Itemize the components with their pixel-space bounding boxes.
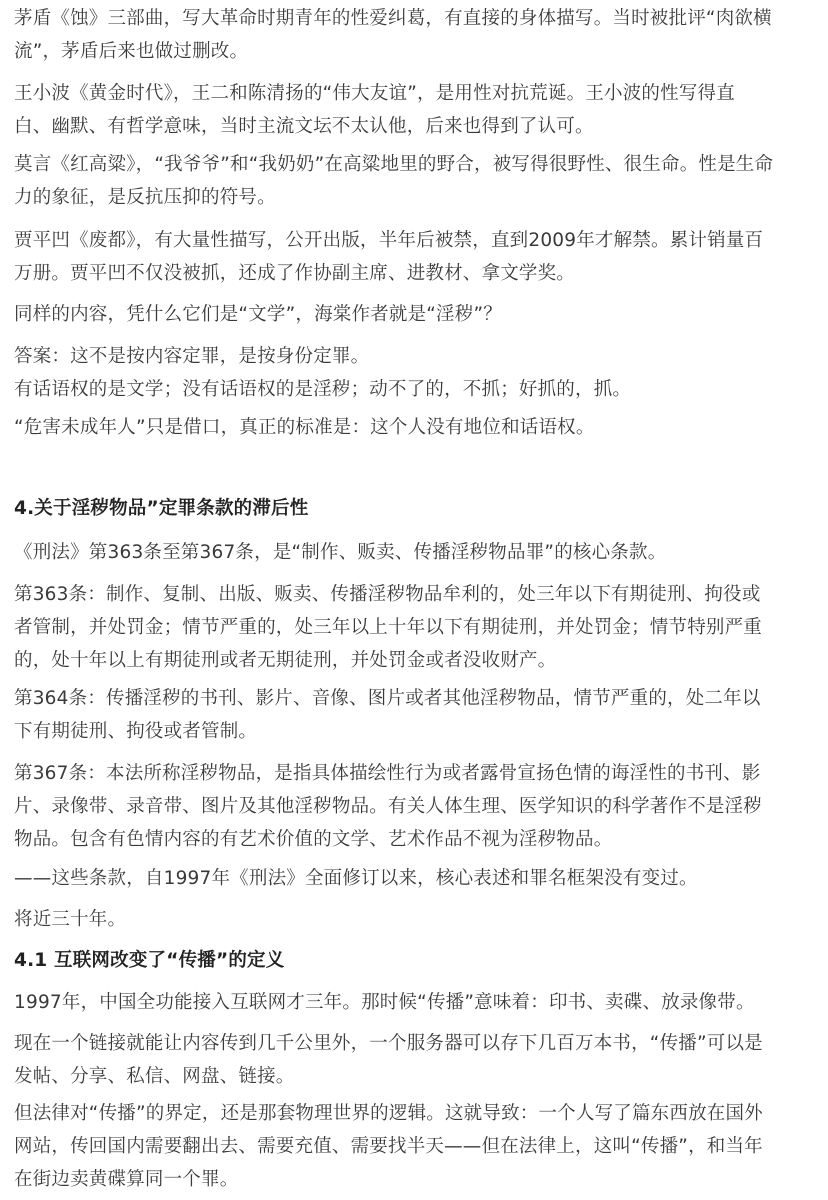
paragraph-answer: 答案：这不是按内容定罪，是按身份定罪。 有话语权的是文学；没有话语权的是淫秽；动不了的，不抓；好抓的，抓。 xyxy=(14,346,632,400)
paragraph-article-367: 第367条：本法所称淫秽物品，是指具体描绘性行为或者露骨宣扬色情的诲淫性的书刊、影 片、录像带、录音带、图片及其他淫秽物品。有关人体生理、医学知识的科学著作不是淫秽 物品。包含有色情内容的有艺术价值的文学、艺术作品不视为淫秽物品。 xyxy=(14,763,763,850)
paragraph-jiapingwa: 贾平凹《废都》，有大量性描写，公开出版，半年后被禁，直到2009年才解禁。累计销量百 万册。贾平凹不仅没被抓，还成了作协副主席、进教材、拿文学奖。 xyxy=(14,230,764,284)
paragraph-wangxiaobo: 王小波《黄金时代》，王二和陈清扬的“伟大友谊”，是用性对抗荒诞。王小波的性写得直 白、幽默、有哲学意味，当时主流文坛不太认他，后来也得到了认可。 xyxy=(14,83,735,137)
section-heading-4-1: 4.1 互联网改变了“传播”的定义 xyxy=(14,950,285,971)
paragraph-unchanged: ——这些条款，自1997年《刑法》全面修订以来，核心表述和罪名框架没有变过。 xyxy=(14,868,698,889)
paragraph-article-364: 第364条：传播淫秽的书刊、影片、音像、图片或者其他淫秽物品，情节严重的，处二年以 下有期徒刑、拘役或者管制。 xyxy=(14,688,761,742)
paragraph-link: 现在一个链接就能让内容传到几千公里外，一个服务器可以存下几百万本书，“传播”可以是 发帖、分享、私信、网盘、链接。 xyxy=(14,1033,763,1087)
paragraph-article-363: 第363条：制作、复制、出版、贩卖、传播淫秽物品牟利的，处三年以下有期徒刑、拘役或 者管制，并处罚金；情节严重的，处三年以上十年以下有期徒刑，并处罚金；情节特别严重 的，处十年以上有期徒刑或者无期徒刑，并处罚金或者没收财产。 xyxy=(14,584,763,671)
paragraph-maodun: 茅盾《蚀》三部曲，写大革命时期青年的性爱纠葛，有直接的身体描写。当时被批评“肉欲横 流”，茅盾后来也做过删改。 xyxy=(14,8,772,62)
paragraph-physical-logic: 但法律对“传播”的界定，还是那套物理世界的逻辑。这就导致：一个人写了篇东西放在国外 网站，传回国内需要翻出去、需要充值、需要找半天——但在法律上，这叫“传播”，和当年 在街边卖黄碟算同一个罪。 xyxy=(14,1103,763,1190)
paragraph-question: 同样的内容，凭什么它们是“文学”，海棠作者就是“淫秽”？ xyxy=(14,304,502,325)
paragraph-1997: 1997年，中国全功能接入互联网才三年。那时候“传播”意味着：印书、卖碟、放录像带。 xyxy=(14,992,755,1013)
paragraph-excuse: “危害未成年人”只是借口，真正的标准是：这个人没有地位和话语权。 xyxy=(14,417,595,438)
paragraph-thirty-years: 将近三十年。 xyxy=(14,909,127,930)
paragraph-moyan: 莫言《红高粱》，“我爷爷”和“我奶奶”在高粱地里的野合，被写得很野性、很生命。性是生命 力的象征，是反抗压抑的符号。 xyxy=(14,154,774,208)
section-heading-4: 4.关于淫秽物品”定罪条款的滞后性 xyxy=(14,498,309,519)
paragraph-criminal-law-intro: 《刑法》第363条至第367条，是“制作、贩卖、传播淫秽物品罪”的核心条款。 xyxy=(14,542,667,563)
